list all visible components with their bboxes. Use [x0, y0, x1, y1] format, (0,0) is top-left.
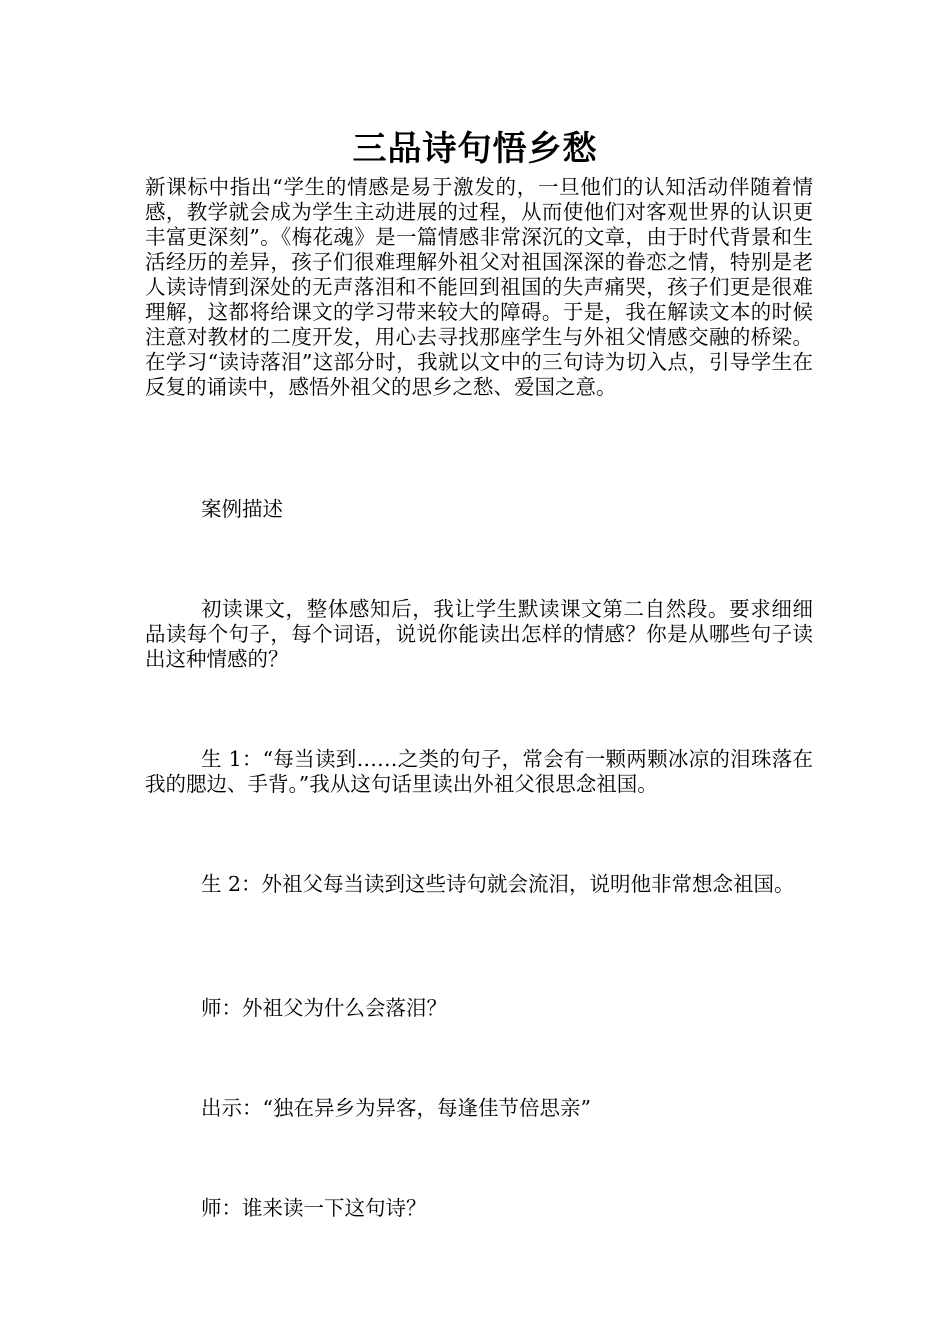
show-poem-paragraph: 出示：“独在异乡为异客，每逢佳节倍思亲”	[201, 1096, 591, 1120]
intro-paragraph: 新课标中指出“学生的情感是易于激发的，一旦他们的认知活动伴随着情感，教学就会成为学生主动进展的过程，从而使他们对客观世界的认识更丰富更深刻”。《梅花魂》是一篇情感非常深沉的文章，由于时代背景和生活经历的差异，孩子们很难理解外祖父对祖国深深的眷恋之情，特别是老人读诗情到深处的无声落泪和不能回到祖国的失声痛哭，孩子们更是很难理解，这都将给课文的学习带来较大的障碍。于是，我在解读文本的时候注意对教材的二度开发，用心去寻找那座学生与外祖父情感交融的桥梁。在学习“读诗落泪”这部分时，我就以文中的三句诗为切入点，引导学生在反复的诵读中，感悟外祖父的思乡之愁、爱国之意。	[145, 175, 813, 399]
reading-instruction-paragraph: 初读课文，整体感知后，我让学生默读课文第二自然段。要求细细品读每个句子，每个词语，说说你能读出怎样的情感？你是从哪些句子读出这种情感的？	[145, 597, 813, 671]
teacher-question-1: 师：外祖父为什么会落泪？	[201, 996, 447, 1020]
document-title: 三品诗句悟乡愁	[352, 129, 598, 169]
student-2-paragraph: 生 2：外祖父每当读到这些诗句就会流泪，说明他非常想念祖国。	[201, 872, 795, 896]
student-1-paragraph: 生 1：“每当读到……之类的句子，常会有一颗两颗冰凉的泪珠落在我的腮边、手背。”我从这句话里读出外祖父很思念祖国。	[145, 747, 813, 796]
section-heading: 案例描述	[201, 497, 283, 521]
teacher-question-2: 师：谁来读一下这句诗？	[201, 1196, 427, 1220]
